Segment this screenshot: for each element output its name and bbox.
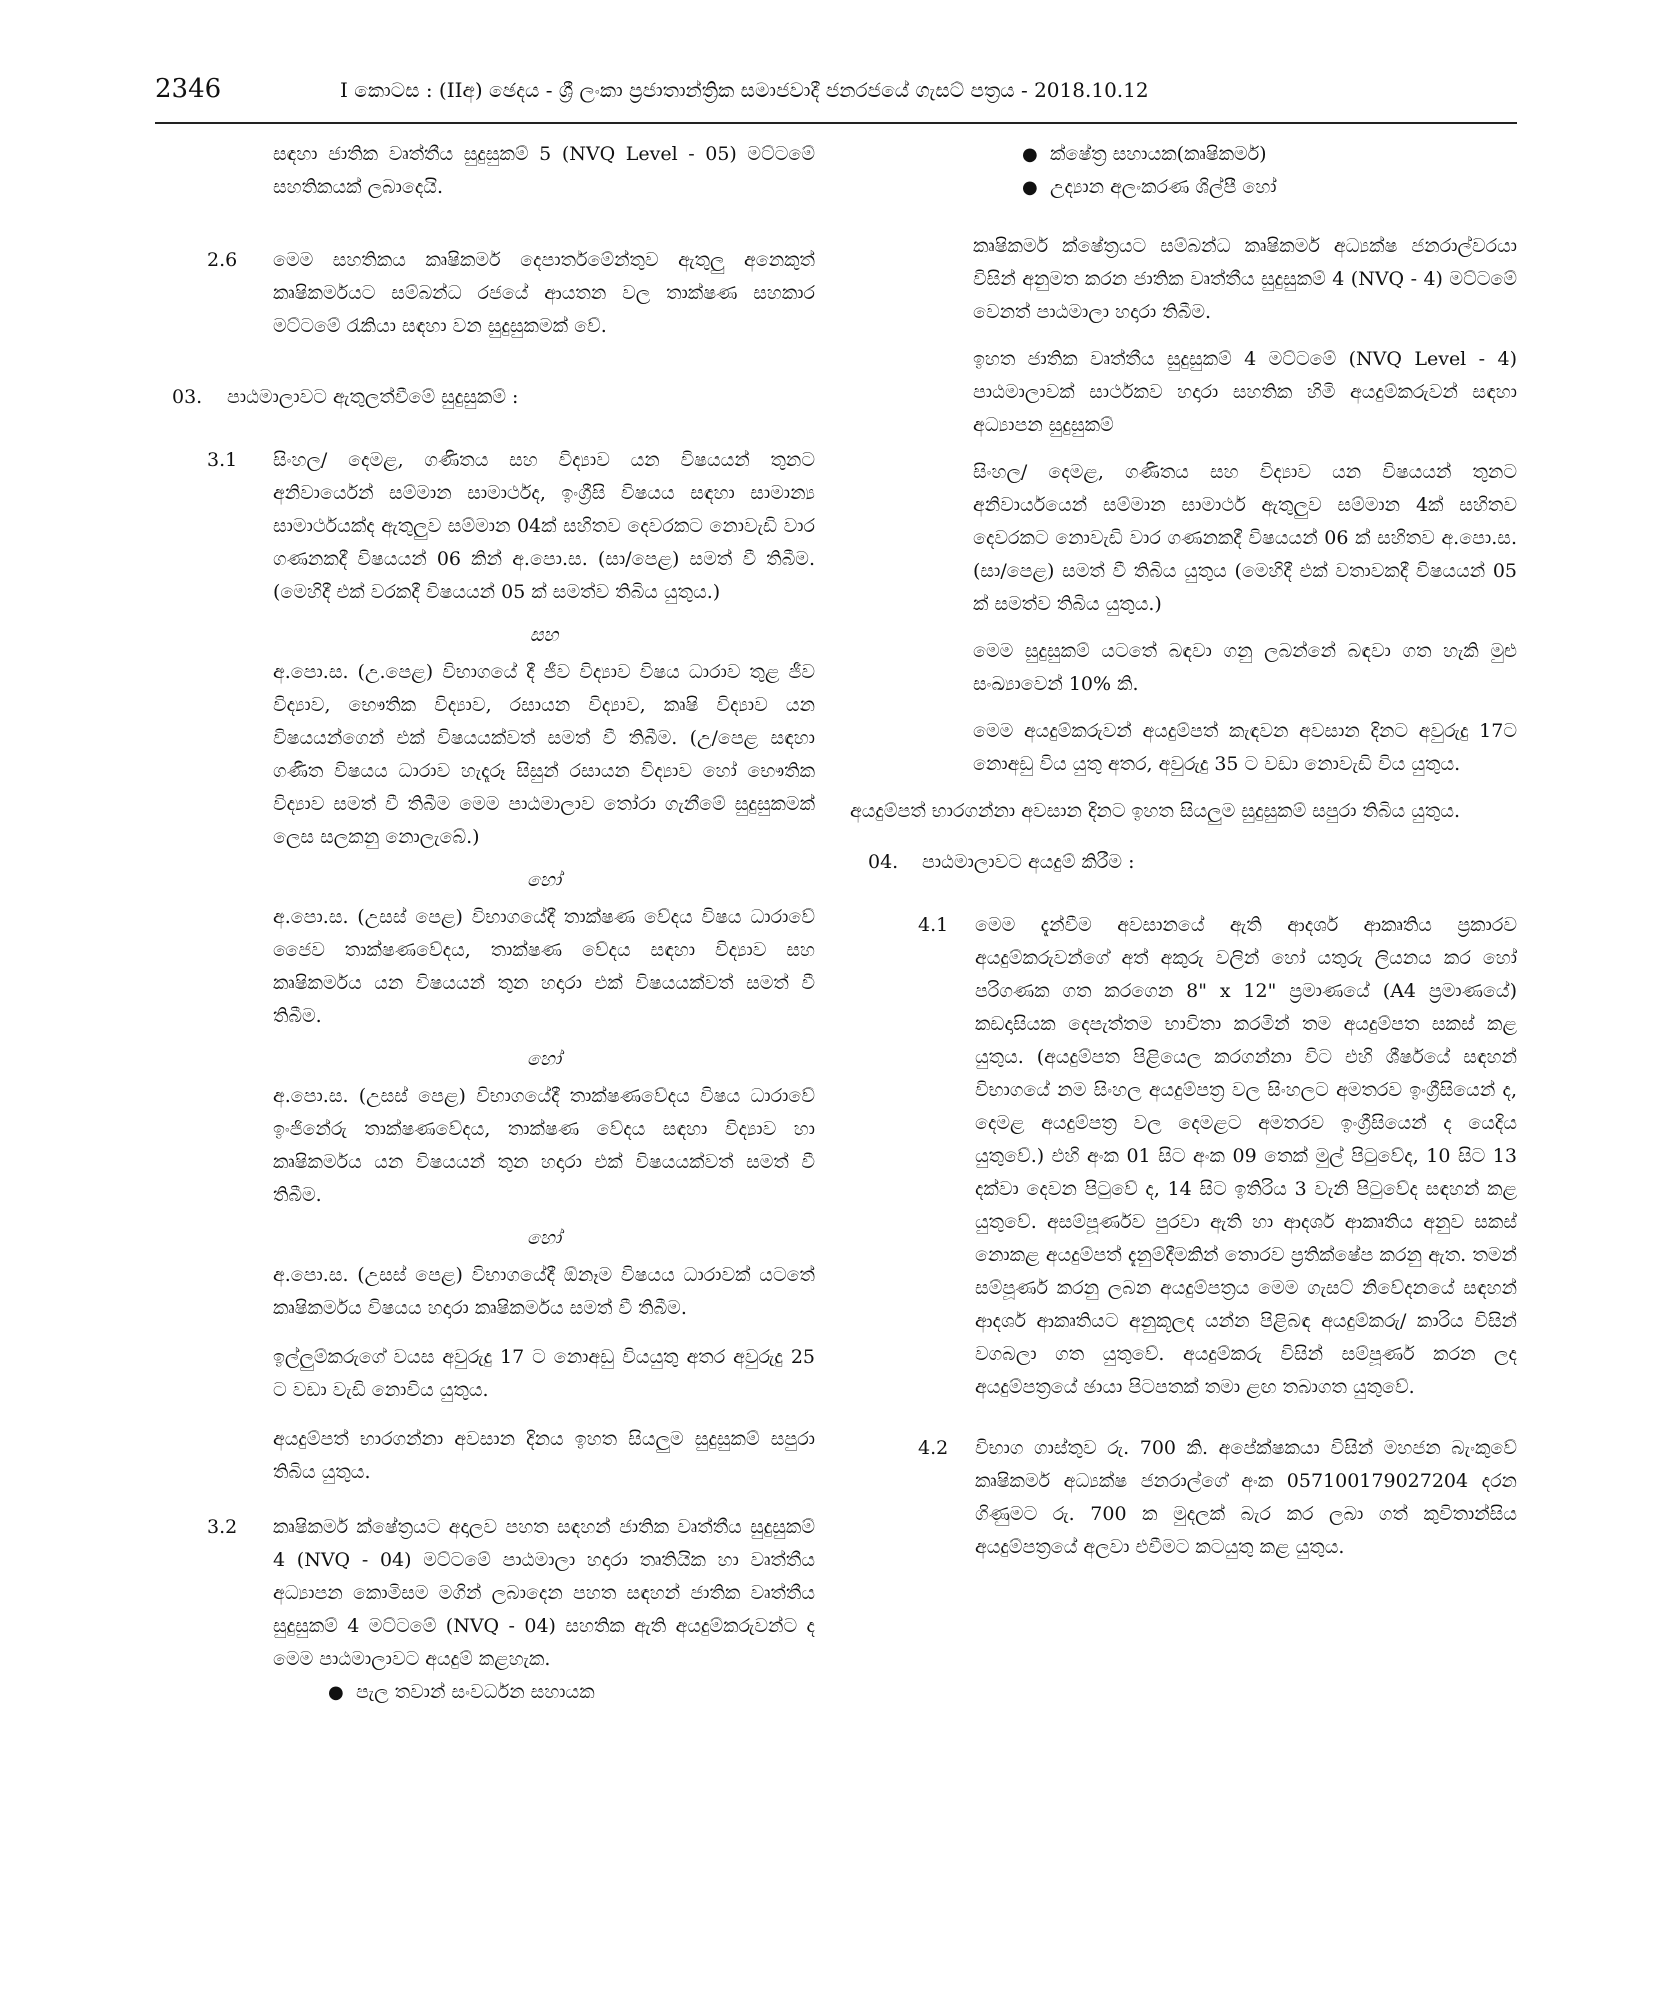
bullet-item [1022,138,1517,171]
section-number: 2.6 [207,249,238,271]
section-03-heading [155,381,815,414]
intro-paragraph: සඳහා ජාතික වෘත්තීය සුදුසුකම් 5 (NVQ Level - 05) මට්ටමේ සහතිකයක් ලබාදෙයි. [273,143,815,198]
paragraph: අයදුම්පත් භාරගන්නා අවසාන දිනට ඉහත සියලුම සුදුසුකම් සපුරා තිබිය යුතුය. [850,800,1461,822]
section-04-heading [850,846,1517,879]
bullet-icon: ● [328,1682,344,1703]
section-3-2 [155,1511,815,1709]
section-number: 03. [172,386,203,408]
right-column [850,138,1517,1564]
paragraph: ඉහත ජාතික වෘත්තීය සුදුසුකම් 4 මට්ටමේ (NVQ Level - 4) පාඨමාලාවක් සාර්ථකව හදාරා සහතික හිමි අයදුම්කරුවන් සඳහා අධ්‍යාපන සුදුසුකම් [973,348,1517,436]
section-number: 3.2 [207,1516,238,1538]
left-column [155,138,815,1709]
section-text: මෙම දැන්වීම අවසානයේ ඇති ආදර්ශ ආකෘතිය ප්‍රකාරව අයදුම්කරුවන්ගේ අත් අකුරු වලින් හෝ යතුරු ලියනය කර හෝ පරිගණක ගත කරගෙන 8" x 12" ප්‍රමාණයේ (A4 ප්‍රමාණයේ) කඩදාසියක දෙපැත්තම භාවිතා කරමින් තම අයදුම්පත සකස් කළ යුතුය. (අයදුම්පත පිළියෙල කරගන්නා විට එහි ශීර්ෂයේ සඳහන් විභාගයේ නම සිංහල අයදුම්පත්‍ර වල සිංහලට අමතරව ඉංග්‍රීසියෙන් ද, දෙමළ අයදුම්පත්‍ර වල දෙමළට අමතරව ඉංග්‍රීසියෙන් ද යෙදිය යුතුවේ.) එහි අංක 01 සිට අංක 09 තෙක් මුල් පිටුවේද, 10 සිට 13 දක්වා දෙවන පිටුවේ ද, 14 සිට ඉතිරිය 3 වැනි පිටුවේද සඳහන් කළ යුතුවේ. අසම්පූර්ණව පුරවා ඇති හා ආදර්ශ ආකෘතිය අනුව සකස් නොකළ අයදුම්පත් දැනුම්දීමකින් තොරව ප්‍රතික්ෂේප කරනු ඇත. තමන් සම්පූර්ණ කරනු ලබන අයදුම්පත්‍රය මෙම ගැසට් නිවේදනයේ සඳහන් ආදර්ශ ආකෘතියට අනුකූලද යන්න පිළිබඳ අයදුම්කරු/ කාරිය විසින් වගබලා ගත යුතුවේ. අයදුම්කරු විසින් සම්පූර්ණ කරන ලද අයදුම්පත්‍රයේ ඡායා පිටපතක් තමා ළඟ තබාගත යුතුවේ. [975,914,1517,1398]
section-number: 4.1 [918,914,949,936]
paragraph: අ.පො.ස. (උසස් පෙළ) විභාගයේදී තාක්ෂණ වේදය විෂය ධාරාවේ ජෛව තාක්ෂණවේදය, තාක්ෂණ වේදය සඳහා විද්‍යාව සහ කෘෂිකර්මය යන විෂයයන් තුන හදාරා එක් විෂයයක්වත් සමත් වී තිබීම. [273,906,815,1027]
paragraph: මෙම අයදුම්කරුවන් අයදුම්පත් කැඳවන අවසාන දිනට අවුරුදු 17ට නොඅඩු විය යුතු අතර, අවුරුදු 35 ට වඩා නොවැඩි විය යුතුය. [973,720,1517,775]
paragraph: ඉල්ලුම්කරුගේ වයස අවුරුදු 17 ට නොඅඩු වියයුතු අතර අවුරුදු 25 ට වඩා වැඩි නොවිය යුතුය. [273,1346,815,1401]
running-title: I කොටස : (IIඅ) ඡෙදය - ශ්‍රී ලංකා ප්‍රජාතාන්ත්‍රික සමාජවාදී ජනරජයේ ගැසට් පත්‍රය - 2018.10.12 [340,78,1149,102]
bullet-text: ක්ෂේත්‍ර සහායක(කෘෂිකර්ම) [1050,143,1267,165]
section-number: 3.1 [207,449,238,471]
paragraph: අ.පො.ස. (උ.පෙළ) විභාගයේ දී ජීව විද්‍යාව විෂය ධාරාව තුළ ජීව විද්‍යාව, භෞතික විද්‍යාව, රසායන විද්‍යාව, කෘෂි විද්‍යාව යන විෂයයන්ගෙන් එක් විෂයයක්වත් සමත් වී තිබීම. (උ/පෙළ සඳහා ගණිත විෂයය ධාරාව හැදෑරූ සිසුන් රසායන විද්‍යාව හෝ භෞතික විද්‍යාව සමත් වී තිබීම මෙම පාඨමාලාව තෝරා ගැනීමේ සුදුසුකමක් ලෙස සලකනු නොලැබේ.) [273,661,815,848]
or-connector: හෝ [526,869,562,891]
bullet-text: පැල තවාන් සංවර්ධන සහායක [356,1681,595,1703]
bullet-text: උද්‍යාන අලංකරණ ශිල්පී හෝ [1050,176,1277,198]
paragraph: කෘෂිකර්ම ක්ෂේත්‍රයට සම්බන්ධ කෘෂිකර්ම අධ්‍යක්ෂ ජනරාල්වරයා විසින් අනුමත කරන ජාතික වෘත්තීය සුදුසුකම් 4 (NVQ - 4) මට්ටමේ වෙනත් පාඨමාලා හදාරා තිබීම. [973,235,1517,323]
bullet-item [1022,171,1517,204]
bullet-item [328,1676,815,1709]
or-connector: හෝ [526,1227,562,1249]
bullet-icon: ● [1022,144,1038,165]
section-4-1 [850,909,1517,1404]
and-connector: සහ [529,624,559,646]
section-3-1 [155,444,815,1489]
paragraph: අ.පො.ස. (උසස් පෙළ) විභාගයේදී ඕනෑම විෂයය ධාරාවක් යටතේ කෘෂිකර්මය විෂයය හදාරා කෘෂිකර්මය සමත් වී තිබීම. [273,1264,815,1319]
paragraph: සිංහල/ දෙමළ, ගණිතය සහ විද්‍යාව යන විෂයයන් තුනට අනිවාර්යයෙන් සම්මාන සාමාර්ථ ඇතුලුව සම්මාන 4ක් සහිතව දෙවරකට නොවැඩි වාර ගණනකදී විෂයයන් 06 ක් සහිතව අ.පො.ස. (සා/පෙළ) සමත් වී තිබිය යුතුය (මෙහිදී එක් වතාවකදී විෂයයන් 05 ක් සමත්ව තිබිය යුතුය.) [973,461,1517,615]
paragraph: අයදුම්පත් භාරගන්නා අවසාන දිනය ඉහත සියලුම සුදුසුකම් සපුරා තිබිය යුතුය. [273,1428,815,1483]
or-connector: හෝ [526,1048,562,1070]
section-number: 04. [868,851,899,873]
section-heading: පාඨමාලාවට අයදුම් කිරීම : [922,851,1135,873]
page-number: 2346 [155,74,222,104]
section-text: කෘෂිකර්ම ක්ෂේත්‍රයට අදාලව පහත සඳහන් ජාතික වෘත්තීය සුදුසුකම් 4 (NVQ - 04) මට්ටමේ පාඨමාලා හදාරා තෘතියික හා වෘත්තීය අධ්‍යාපන කොමිසම මගින් ලබාදෙන පහත සඳහන් ජාතික වෘත්තීය සුදුසුකම් 4 මට්ටමේ (NVQ - 04) සහතික ඇති අයදුම්කරුවන්ට ද මෙම පාඨමාලාවට අයදුම් කළහැක. [273,1516,815,1670]
page-header [155,62,1517,124]
section-2-6 [155,244,815,343]
paragraph: මෙම සුදුසුකම් යටතේ බඳවා ගනු ලබන්නේ බඳවා ගත හැකි මුළු සංඛ්‍යාවෙන් 10% කි. [973,640,1517,695]
bullet-icon: ● [1022,177,1038,198]
section-text: විභාග ගාස්තුව රු. 700 කි. අපේක්ෂකයා විසින් මහජන බැංකුවේ කෘෂිකර්ම අධ්‍යක්ෂ ජනරාල්ගේ අංක 057100179027204 දරන ගිණුමට රු. 700 ක මුදලක් බැර කර ලබා ගත් කුවිතාන්සිය අයදුම්පත්‍රයේ අලවා එවීමට කටයුතු කළ යුතුය. [975,1437,1517,1558]
section-text: මෙම සහතිකය කෘෂිකර්ම දෙපාර්තමේන්තුව ඇතුලු අනෙකුත් කෘෂිකර්මයට සම්බන්ධ රජයේ ආයතන වල තාක්ෂණ සහකාර මට්ටමේ රැකියා සඳහා වන සුදුසුකමක් වේ. [273,249,815,337]
section-text: සිංහල/ දෙමළ, ගණිතය සහ විද්‍යාව යන විෂයයන් තුනට අනිවාර්යෙන් සම්මාන සාමාර්ථද, ඉංග්‍රීසි විෂයය සඳහා සාමාන්‍ය සාමාර්ථයක්ද ඇතුලුව සම්මාන 04ක් සහිතව දෙවරකට නොවැඩි වාර ගණනකදී විෂයයන් 06 කින් අ.පො.ස. (සා/පෙළ) සමත් වී තිබීම. (මෙහිදී එක් වරකදී විෂයයන් 05 ක් සමත්ව තිබිය යුතුය.) [273,449,815,603]
section-4-2 [850,1432,1517,1564]
paragraph: අ.පො.ස. (උසස් පෙළ) විභාගයේදී තාක්ෂණවේදය විෂය ධාරාවේ ඉංජිනේරු තාක්ෂණවේදය, තාක්ෂණ වේදය සඳහා විද්‍යාව හා කෘෂිකර්මය යන විෂයයන් තුන හදාරා එක් විෂයයක්වත් සමත් වී තිබීම. [273,1085,815,1206]
section-number: 4.2 [918,1437,949,1459]
section-heading: පාඨමාලාවට ඇතුලත්වීමේ සුදුසුකම් : [227,386,519,408]
